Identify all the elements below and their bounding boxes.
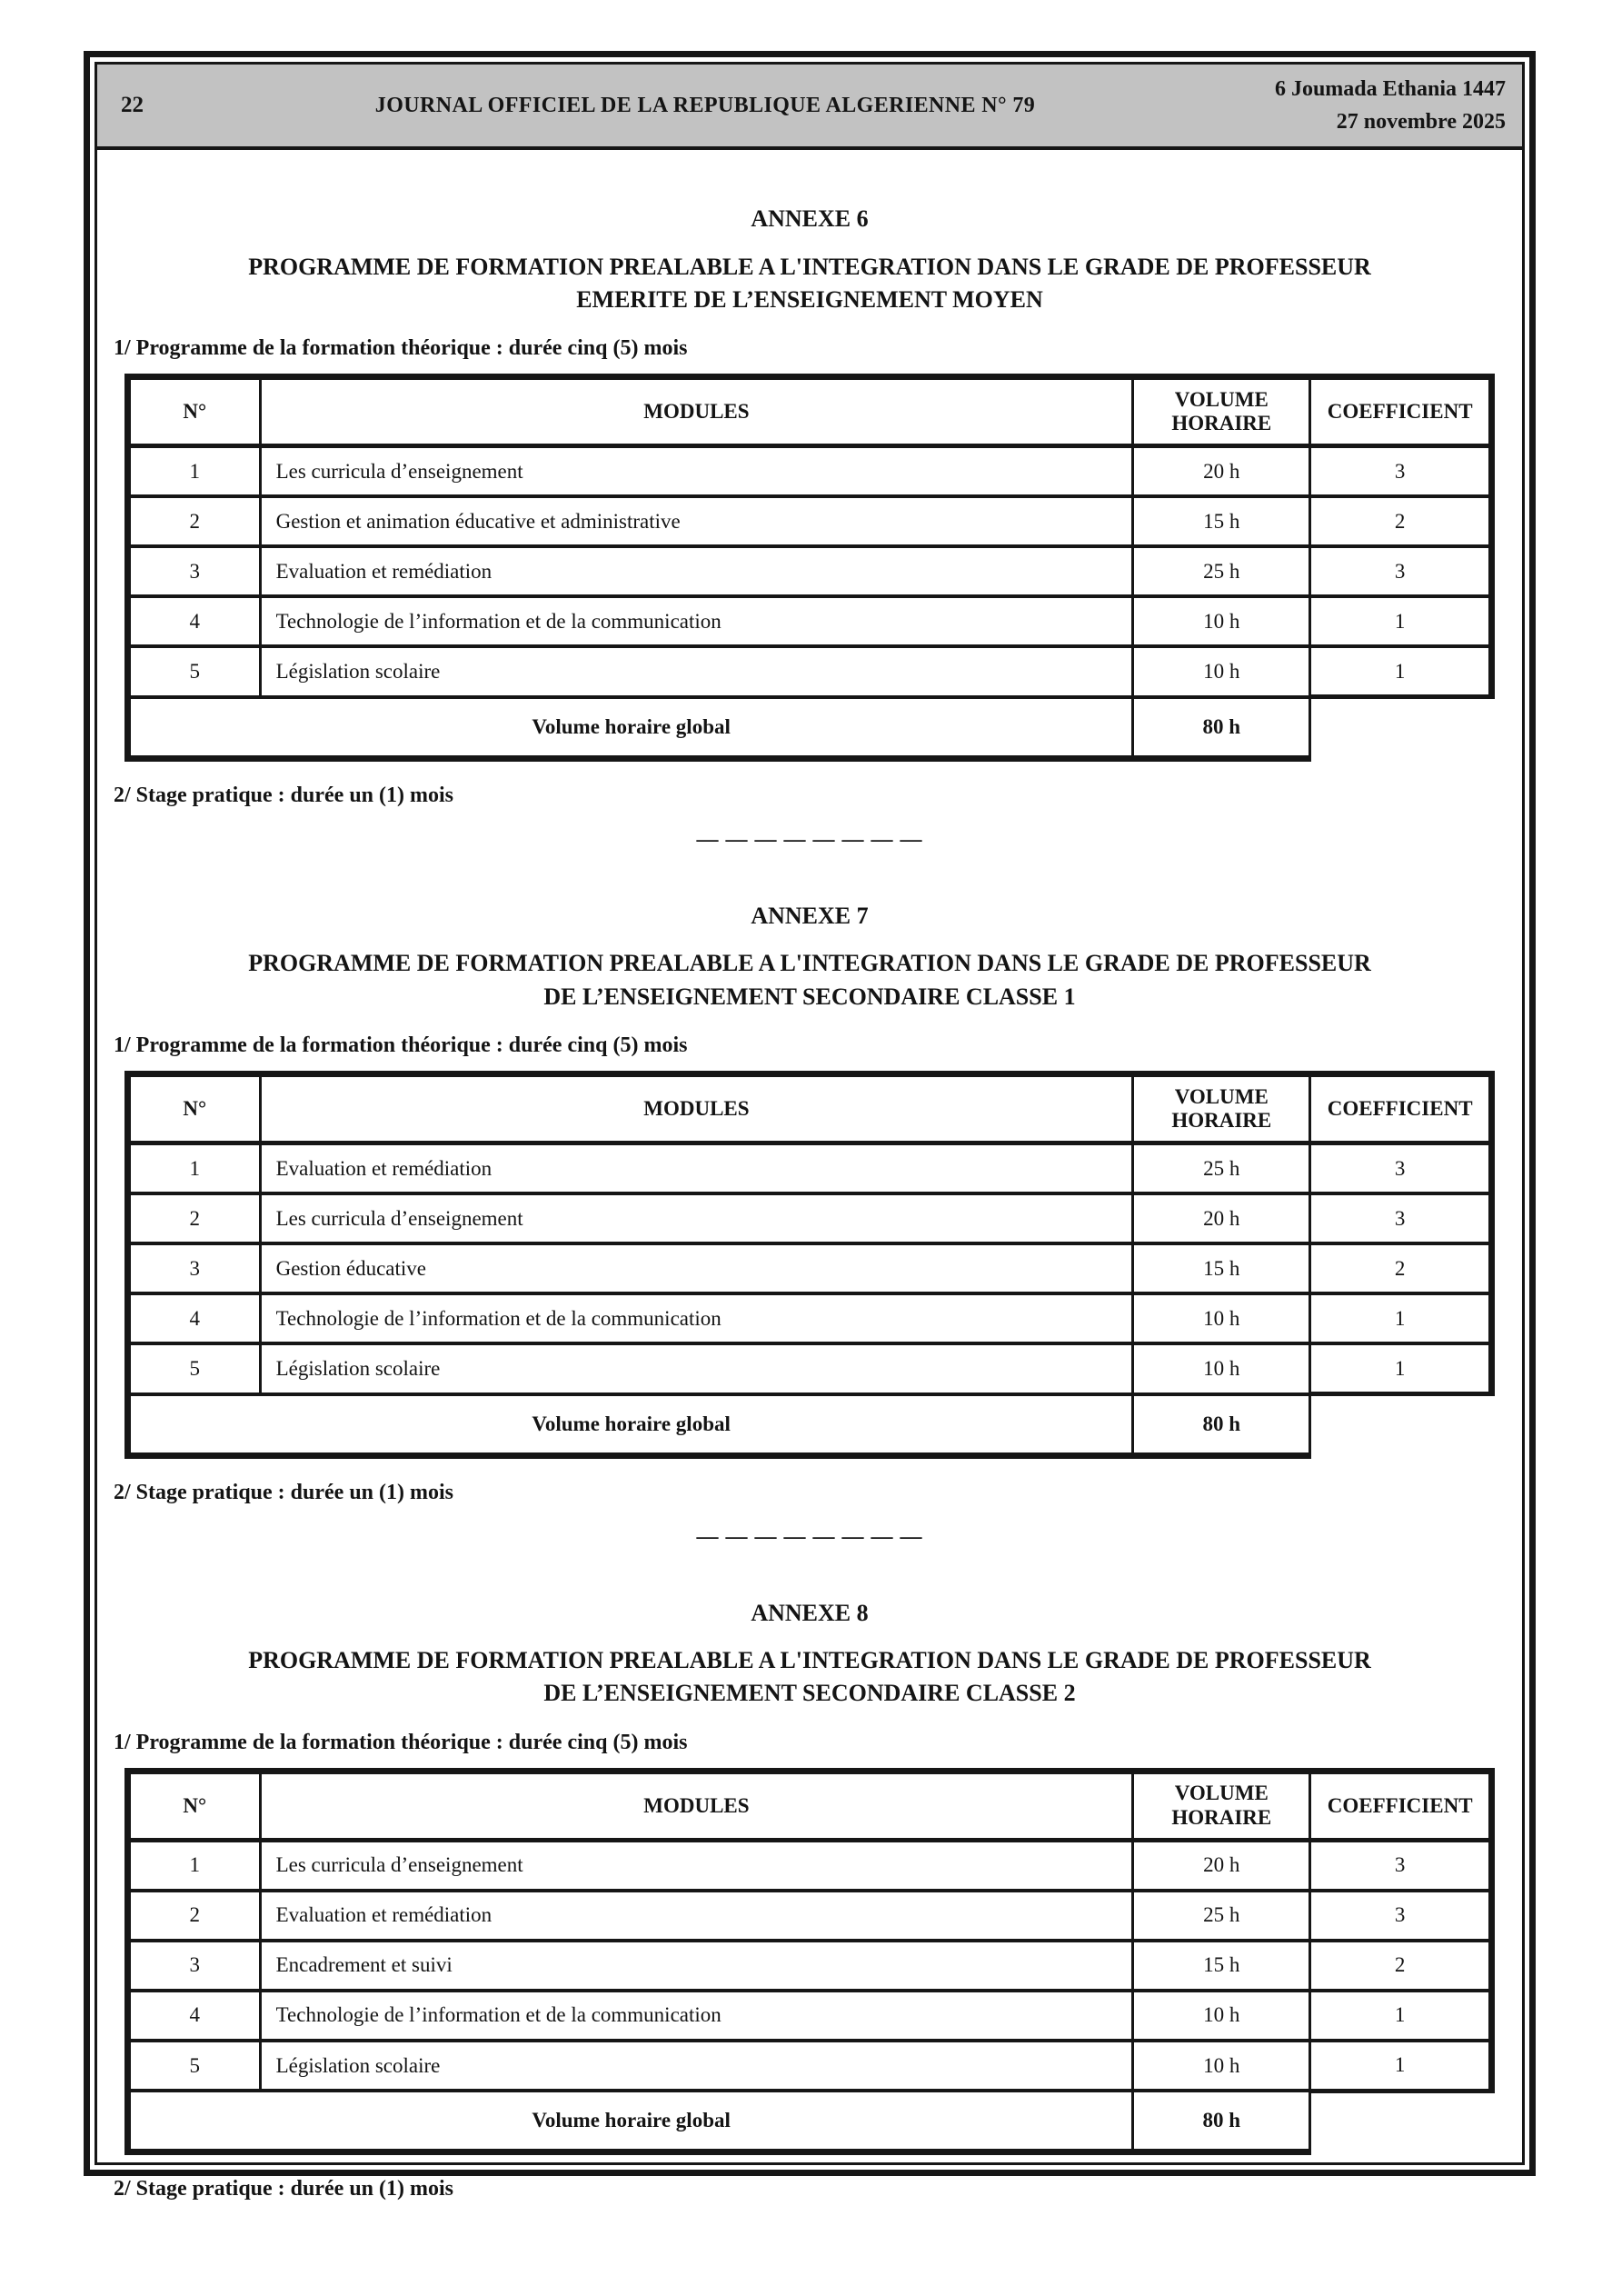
footer-label-cell: Volume horaire global bbox=[128, 2091, 1133, 2152]
cell-volume: 10 h bbox=[1133, 646, 1310, 697]
cell-coefficient: 3 bbox=[1310, 1143, 1492, 1194]
cell-volume: 25 h bbox=[1133, 1891, 1310, 1941]
table-row bbox=[128, 2041, 1492, 2091]
cell-num: 1 bbox=[128, 1143, 261, 1194]
table-row bbox=[128, 1293, 1492, 1343]
cell-num: 5 bbox=[128, 2041, 261, 2091]
journal-title: JOURNAL OFFICIEL DE LA REPUBLIQUE ALGERIENNE N° 79 bbox=[374, 93, 1036, 117]
footer-empty-cell bbox=[1310, 1394, 1492, 1456]
table-row bbox=[128, 1193, 1492, 1243]
cell-coefficient: 3 bbox=[1310, 1891, 1492, 1941]
footer-volume-cell: 80 h bbox=[1133, 2091, 1310, 2152]
cell-num: 2 bbox=[128, 1193, 261, 1243]
annexe-title-line-2: DE L’ENSEIGNEMENT SECONDAIRE CLASSE 2 bbox=[543, 1680, 1076, 1707]
page-number: 22 bbox=[121, 93, 144, 117]
table-row bbox=[128, 496, 1492, 546]
cell-volume: 10 h bbox=[1133, 2041, 1310, 2091]
cell-module: Législation scolaire bbox=[260, 2041, 1133, 2091]
cell-num: 2 bbox=[128, 1891, 261, 1941]
cell-num: 4 bbox=[128, 1293, 261, 1343]
table-row bbox=[128, 546, 1492, 596]
footer-empty-cell bbox=[1310, 697, 1492, 759]
cell-num: 1 bbox=[128, 1840, 261, 1891]
cell-volume: 15 h bbox=[1133, 1243, 1310, 1293]
annexe-8-section bbox=[112, 1599, 1508, 2202]
table-footer-row bbox=[128, 2091, 1492, 2152]
cell-module: Technologie de l’information et de la communication bbox=[260, 596, 1133, 646]
cell-coefficient: 1 bbox=[1310, 646, 1492, 697]
header-cell-volume: VOLUME HORAIRE bbox=[1133, 377, 1310, 446]
table-row bbox=[128, 1840, 1492, 1891]
table-header-row bbox=[128, 1771, 1492, 1840]
page-content bbox=[97, 205, 1522, 2201]
date-gregorian: 27 novembre 2025 bbox=[1336, 110, 1506, 134]
annexe-heading: ANNEXE 6 bbox=[751, 205, 869, 232]
cell-coefficient: 1 bbox=[1310, 1991, 1492, 2041]
header-cell-num: N° bbox=[128, 1771, 261, 1840]
cell-coefficient: 3 bbox=[1310, 546, 1492, 596]
annexe-title-line-2: EMERITE DE L’ENSEIGNEMENT MOYEN bbox=[576, 285, 1043, 313]
table-row bbox=[128, 1891, 1492, 1941]
cell-module: Evaluation et remédiation bbox=[260, 1891, 1133, 1941]
formation-table bbox=[124, 1071, 1495, 1459]
annexe-title bbox=[112, 251, 1508, 317]
section-1-label: 1/ Programme de la formation théorique : durée cinq (5) mois bbox=[114, 336, 688, 361]
cell-num: 3 bbox=[128, 1941, 261, 1991]
table-footer-row bbox=[128, 697, 1492, 759]
table-header-row bbox=[128, 1074, 1492, 1143]
cell-coefficient: 2 bbox=[1310, 1941, 1492, 1991]
cell-coefficient: 3 bbox=[1310, 446, 1492, 497]
cell-coefficient: 2 bbox=[1310, 1243, 1492, 1293]
annexe-title bbox=[112, 1644, 1508, 1711]
cell-volume: 25 h bbox=[1133, 1143, 1310, 1194]
cell-module: Technologie de l’information et de la communication bbox=[260, 1991, 1133, 2041]
cell-volume: 10 h bbox=[1133, 1343, 1310, 1394]
cell-module: Technologie de l’information et de la communication bbox=[260, 1293, 1133, 1343]
annexe-heading: ANNEXE 8 bbox=[751, 1599, 869, 1626]
cell-volume: 10 h bbox=[1133, 1991, 1310, 2041]
footer-label-cell: Volume horaire global bbox=[128, 1394, 1133, 1456]
cell-volume: 20 h bbox=[1133, 1193, 1310, 1243]
date-hijri: 6 Joumada Ethania 1447 bbox=[1274, 77, 1506, 101]
cell-module: Législation scolaire bbox=[260, 646, 1133, 697]
cell-num: 4 bbox=[128, 596, 261, 646]
cell-coefficient: 1 bbox=[1310, 1343, 1492, 1394]
formation-table bbox=[124, 374, 1495, 762]
table-header-row bbox=[128, 377, 1492, 446]
table-row bbox=[128, 1143, 1492, 1194]
table-row bbox=[128, 646, 1492, 697]
annexe-title bbox=[112, 947, 1508, 1013]
cell-volume: 10 h bbox=[1133, 596, 1310, 646]
cell-volume: 20 h bbox=[1133, 446, 1310, 497]
cell-num: 3 bbox=[128, 1243, 261, 1293]
page-frame-inner bbox=[95, 62, 1525, 2201]
header-cell-coefficient: COEFFICIENT bbox=[1310, 1074, 1492, 1143]
cell-coefficient: 1 bbox=[1310, 2041, 1492, 2091]
dashed-separator: — — — — — — — — bbox=[696, 827, 923, 852]
table-row bbox=[128, 446, 1492, 497]
footer-volume-cell: 80 h bbox=[1133, 697, 1310, 759]
page-frame bbox=[84, 51, 1536, 2201]
table-row bbox=[128, 1343, 1492, 1394]
cell-module: Les curricula d’enseignement bbox=[260, 1193, 1133, 1243]
cell-module: Evaluation et remédiation bbox=[260, 1143, 1133, 1194]
annexe-title-line-2: DE L’ENSEIGNEMENT SECONDAIRE CLASSE 1 bbox=[543, 983, 1076, 1010]
section-2-label: 2/ Stage pratique : durée un (1) mois bbox=[114, 783, 453, 807]
header-cell-modules: MODULES bbox=[260, 1074, 1133, 1143]
cell-volume: 25 h bbox=[1133, 546, 1310, 596]
header-cell-modules: MODULES bbox=[260, 377, 1133, 446]
annexe-heading: ANNEXE 7 bbox=[751, 902, 869, 929]
table-row bbox=[128, 1941, 1492, 1991]
cell-coefficient: 3 bbox=[1310, 1840, 1492, 1891]
dashed-separator: — — — — — — — — bbox=[696, 1524, 923, 1549]
cell-num: 3 bbox=[128, 546, 261, 596]
cell-num: 5 bbox=[128, 1343, 261, 1394]
cell-module: Encadrement et suivi bbox=[260, 1941, 1133, 1991]
table-row bbox=[128, 1243, 1492, 1293]
header-band bbox=[97, 65, 1522, 150]
annexe-6-section bbox=[112, 205, 1508, 808]
annexe-title-line-1: PROGRAMME DE FORMATION PREALABLE A L'INTEGRATION DANS LE GRADE DE PROFESSEUR bbox=[248, 1647, 1371, 1674]
cell-volume: 15 h bbox=[1133, 496, 1310, 546]
header-cell-num: N° bbox=[128, 1074, 261, 1143]
footer-empty-cell bbox=[1310, 2091, 1492, 2152]
header-cell-volume: VOLUME HORAIRE bbox=[1133, 1074, 1310, 1143]
table-row bbox=[128, 596, 1492, 646]
cell-module: Législation scolaire bbox=[260, 1343, 1133, 1394]
cell-volume: 15 h bbox=[1133, 1941, 1310, 1991]
header-cell-modules: MODULES bbox=[260, 1771, 1133, 1840]
header-cell-coefficient: COEFFICIENT bbox=[1310, 377, 1492, 446]
cell-num: 1 bbox=[128, 446, 261, 497]
header-cell-volume: VOLUME HORAIRE bbox=[1133, 1771, 1310, 1840]
cell-volume: 10 h bbox=[1133, 1293, 1310, 1343]
section-1-label: 1/ Programme de la formation théorique : durée cinq (5) mois bbox=[114, 1033, 688, 1058]
header-cell-num: N° bbox=[128, 377, 261, 446]
section-2-label: 2/ Stage pratique : durée un (1) mois bbox=[114, 2177, 453, 2201]
cell-num: 5 bbox=[128, 646, 261, 697]
cell-coefficient: 3 bbox=[1310, 1193, 1492, 1243]
formation-table bbox=[124, 1768, 1495, 2156]
footer-label-cell: Volume horaire global bbox=[128, 697, 1133, 759]
annexe-title-line-1: PROGRAMME DE FORMATION PREALABLE A L'INTEGRATION DANS LE GRADE DE PROFESSEUR bbox=[248, 253, 1371, 280]
cell-coefficient: 2 bbox=[1310, 496, 1492, 546]
date-block bbox=[1177, 73, 1522, 138]
cell-coefficient: 1 bbox=[1310, 1293, 1492, 1343]
header-cell-coefficient: COEFFICIENT bbox=[1310, 1771, 1492, 1840]
footer-volume-cell: 80 h bbox=[1133, 1394, 1310, 1456]
cell-module: Gestion et animation éducative et administrative bbox=[260, 496, 1133, 546]
section-1-label: 1/ Programme de la formation théorique : durée cinq (5) mois bbox=[114, 1730, 688, 1754]
annexe-title-line-1: PROGRAMME DE FORMATION PREALABLE A L'INTEGRATION DANS LE GRADE DE PROFESSEUR bbox=[248, 950, 1371, 977]
table-row bbox=[128, 1991, 1492, 2041]
cell-module: Les curricula d’enseignement bbox=[260, 446, 1133, 497]
table-footer-row bbox=[128, 1394, 1492, 1456]
cell-module: Gestion éducative bbox=[260, 1243, 1133, 1293]
cell-num: 4 bbox=[128, 1991, 261, 2041]
section-2-label: 2/ Stage pratique : durée un (1) mois bbox=[114, 1480, 453, 1504]
cell-coefficient: 1 bbox=[1310, 596, 1492, 646]
annexe-7-section bbox=[112, 902, 1508, 1505]
cell-module: Evaluation et remédiation bbox=[260, 546, 1133, 596]
cell-module: Les curricula d’enseignement bbox=[260, 1840, 1133, 1891]
cell-volume: 20 h bbox=[1133, 1840, 1310, 1891]
cell-num: 2 bbox=[128, 496, 261, 546]
